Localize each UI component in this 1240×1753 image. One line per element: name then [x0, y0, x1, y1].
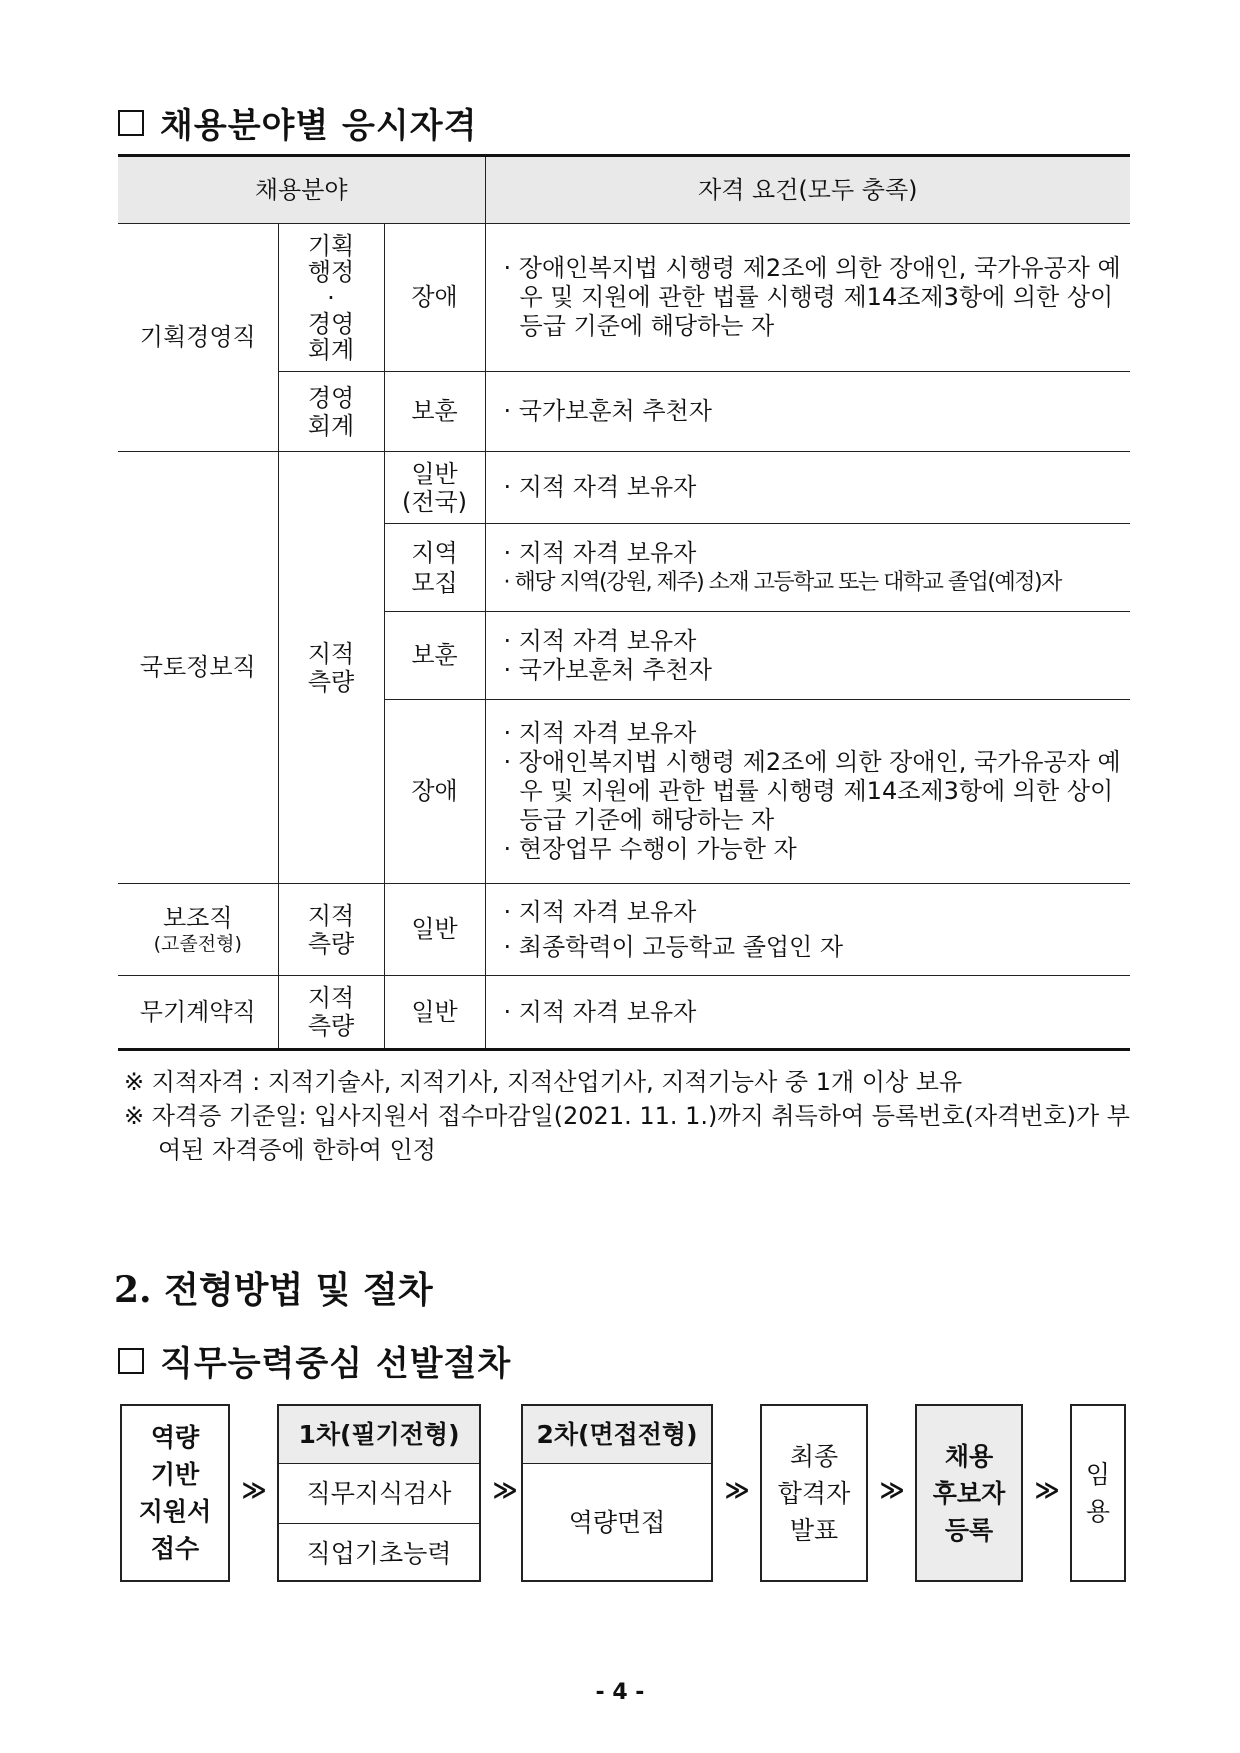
note-item: ※ 자격증 기준일: 입사지원서 접수마감일(2021. 11. 1.)까지 취득하여 등록번호(자격번호)가 부여된 자격증에 한하여 인정	[124, 1102, 1130, 1164]
flow-step-final-result: 최종 합격자 발표	[760, 1404, 868, 1582]
header-field: 채용분야	[118, 156, 485, 224]
page-number: - 4 -	[595, 1680, 645, 1705]
requirement-item: · 국가보훈처 추천자	[503, 397, 712, 425]
table-header-row	[118, 156, 1130, 224]
flow-step-application: 역량 기반 지원서 접수	[120, 1404, 230, 1582]
flow-arrow-icon: ≫	[1034, 1476, 1060, 1504]
flow-arrow-icon: ≫	[241, 1476, 267, 1504]
chapter-title: 2. 전형방법 및 절차	[114, 1269, 433, 1311]
flow-step-interview-item: 역량면접	[568, 1508, 666, 1537]
flow-step-interview	[521, 1404, 713, 1582]
category-note: (고졸전형)	[153, 933, 242, 955]
requirement-cell	[485, 700, 1130, 884]
requirement-cell	[485, 976, 1130, 1050]
requirement-cell	[485, 884, 1130, 976]
sub-field-cell: 지적 측량	[278, 884, 384, 976]
requirement-item: · 지적 자격 보유자	[503, 719, 697, 747]
flow-arrow-icon: ≫	[492, 1476, 518, 1504]
requirement-item: · 장애인복지법 시행령 제2조에 의한 장애인, 국가유공자 예우 및 지원에 관한 법률 시행령 제14조제3항에 의한 상이등급 기준에 해당하는 자	[503, 748, 1121, 834]
flow-step-written-item: 직무지식검사	[279, 1463, 479, 1524]
flow-arrow-icon: ≫	[724, 1476, 750, 1504]
requirement-item: · 국가보훈처 추천자	[503, 655, 712, 684]
category-cell: 무기계약직	[118, 976, 278, 1050]
requirement-item: · 해당 지역(강원, 제주) 소재 고등학교 또는 대학교 졸업(예정)자	[503, 569, 1061, 595]
flow-step-appointment: 임 용	[1070, 1404, 1126, 1582]
table-row	[118, 884, 1130, 976]
section-title-qualification: 채용분야별 응시자격	[118, 98, 477, 147]
requirement-cell	[485, 224, 1130, 372]
sub-field-cell: 경영 회계	[278, 372, 384, 452]
requirement-cell	[485, 452, 1130, 524]
checkbox-square-icon	[118, 1348, 144, 1374]
recruit-type-cell: 일반	[384, 884, 485, 976]
table-row	[118, 452, 1130, 524]
requirement-cell	[485, 372, 1130, 452]
requirement-item: · 장애인복지법 시행령 제2조에 의한 장애인, 국가유공자 예우 및 지원에 관한 법률 시행령 제14조제3항에 의한 상이등급 기준에 해당하는 자	[503, 254, 1121, 340]
requirement-item: · 지적 자격 보유자	[503, 538, 697, 567]
note-item: ※ 지적자격 : 지적기술사, 지적기사, 지적산업기사, 지적기능사 중 1개 이상 보유	[124, 1068, 963, 1096]
recruit-type-cell: 지역 모집	[384, 524, 485, 612]
flow-step-written-item: 직업기초능력	[306, 1538, 452, 1568]
requirement-cell	[485, 524, 1130, 612]
flow-step-written	[277, 1404, 481, 1582]
checkbox-square-icon	[118, 110, 144, 136]
section-title-selection: 직무능력중심 선발절차	[118, 1336, 511, 1385]
qualification-table	[118, 154, 1130, 1051]
table-row	[118, 976, 1130, 1050]
category-cell: 국토정보직	[118, 452, 278, 884]
requirement-item: · 지적 자격 보유자	[503, 997, 697, 1026]
recruit-type-cell: 보훈	[384, 612, 485, 700]
flow-step-interview-head: 2차(면접전형)	[523, 1406, 711, 1464]
flow-arrow-icon: ≫	[879, 1476, 905, 1504]
sub-field-cell: 지적 측량	[278, 976, 384, 1050]
recruit-type-cell: 일반 (전국)	[384, 452, 485, 524]
note-qualification	[124, 1065, 1130, 1167]
flow-step-written-head: 1차(필기전형)	[279, 1406, 479, 1464]
requirement-item: · 지적 자격 보유자	[503, 626, 697, 655]
requirement-item: · 지적 자격 보유자	[503, 897, 697, 926]
requirement-cell	[485, 612, 1130, 700]
requirement-item: · 현장업무 수행이 가능한 자	[503, 835, 797, 863]
sub-field-cell: 기획 행정 · 경영 회계	[278, 224, 384, 372]
category-label: 보조직	[162, 904, 233, 932]
recruit-type-cell: 장애	[384, 700, 485, 884]
recruit-type-cell: 일반	[384, 976, 485, 1050]
table-row	[118, 224, 1130, 372]
recruit-type-cell: 보훈	[384, 372, 485, 452]
category-cell: 기획경영직	[118, 224, 278, 452]
requirement-item: · 최종학력이 고등학교 졸업인 자	[503, 932, 844, 961]
recruit-type-cell: 장애	[384, 224, 485, 372]
sub-field-cell: 지적 측량	[278, 452, 384, 884]
header-requirement: 자격 요건(모두 충족)	[485, 156, 1130, 224]
flow-step-candidate-registration: 채용 후보자 등록	[915, 1404, 1023, 1582]
category-cell	[118, 884, 278, 976]
requirement-item: · 지적 자격 보유자	[503, 473, 697, 501]
